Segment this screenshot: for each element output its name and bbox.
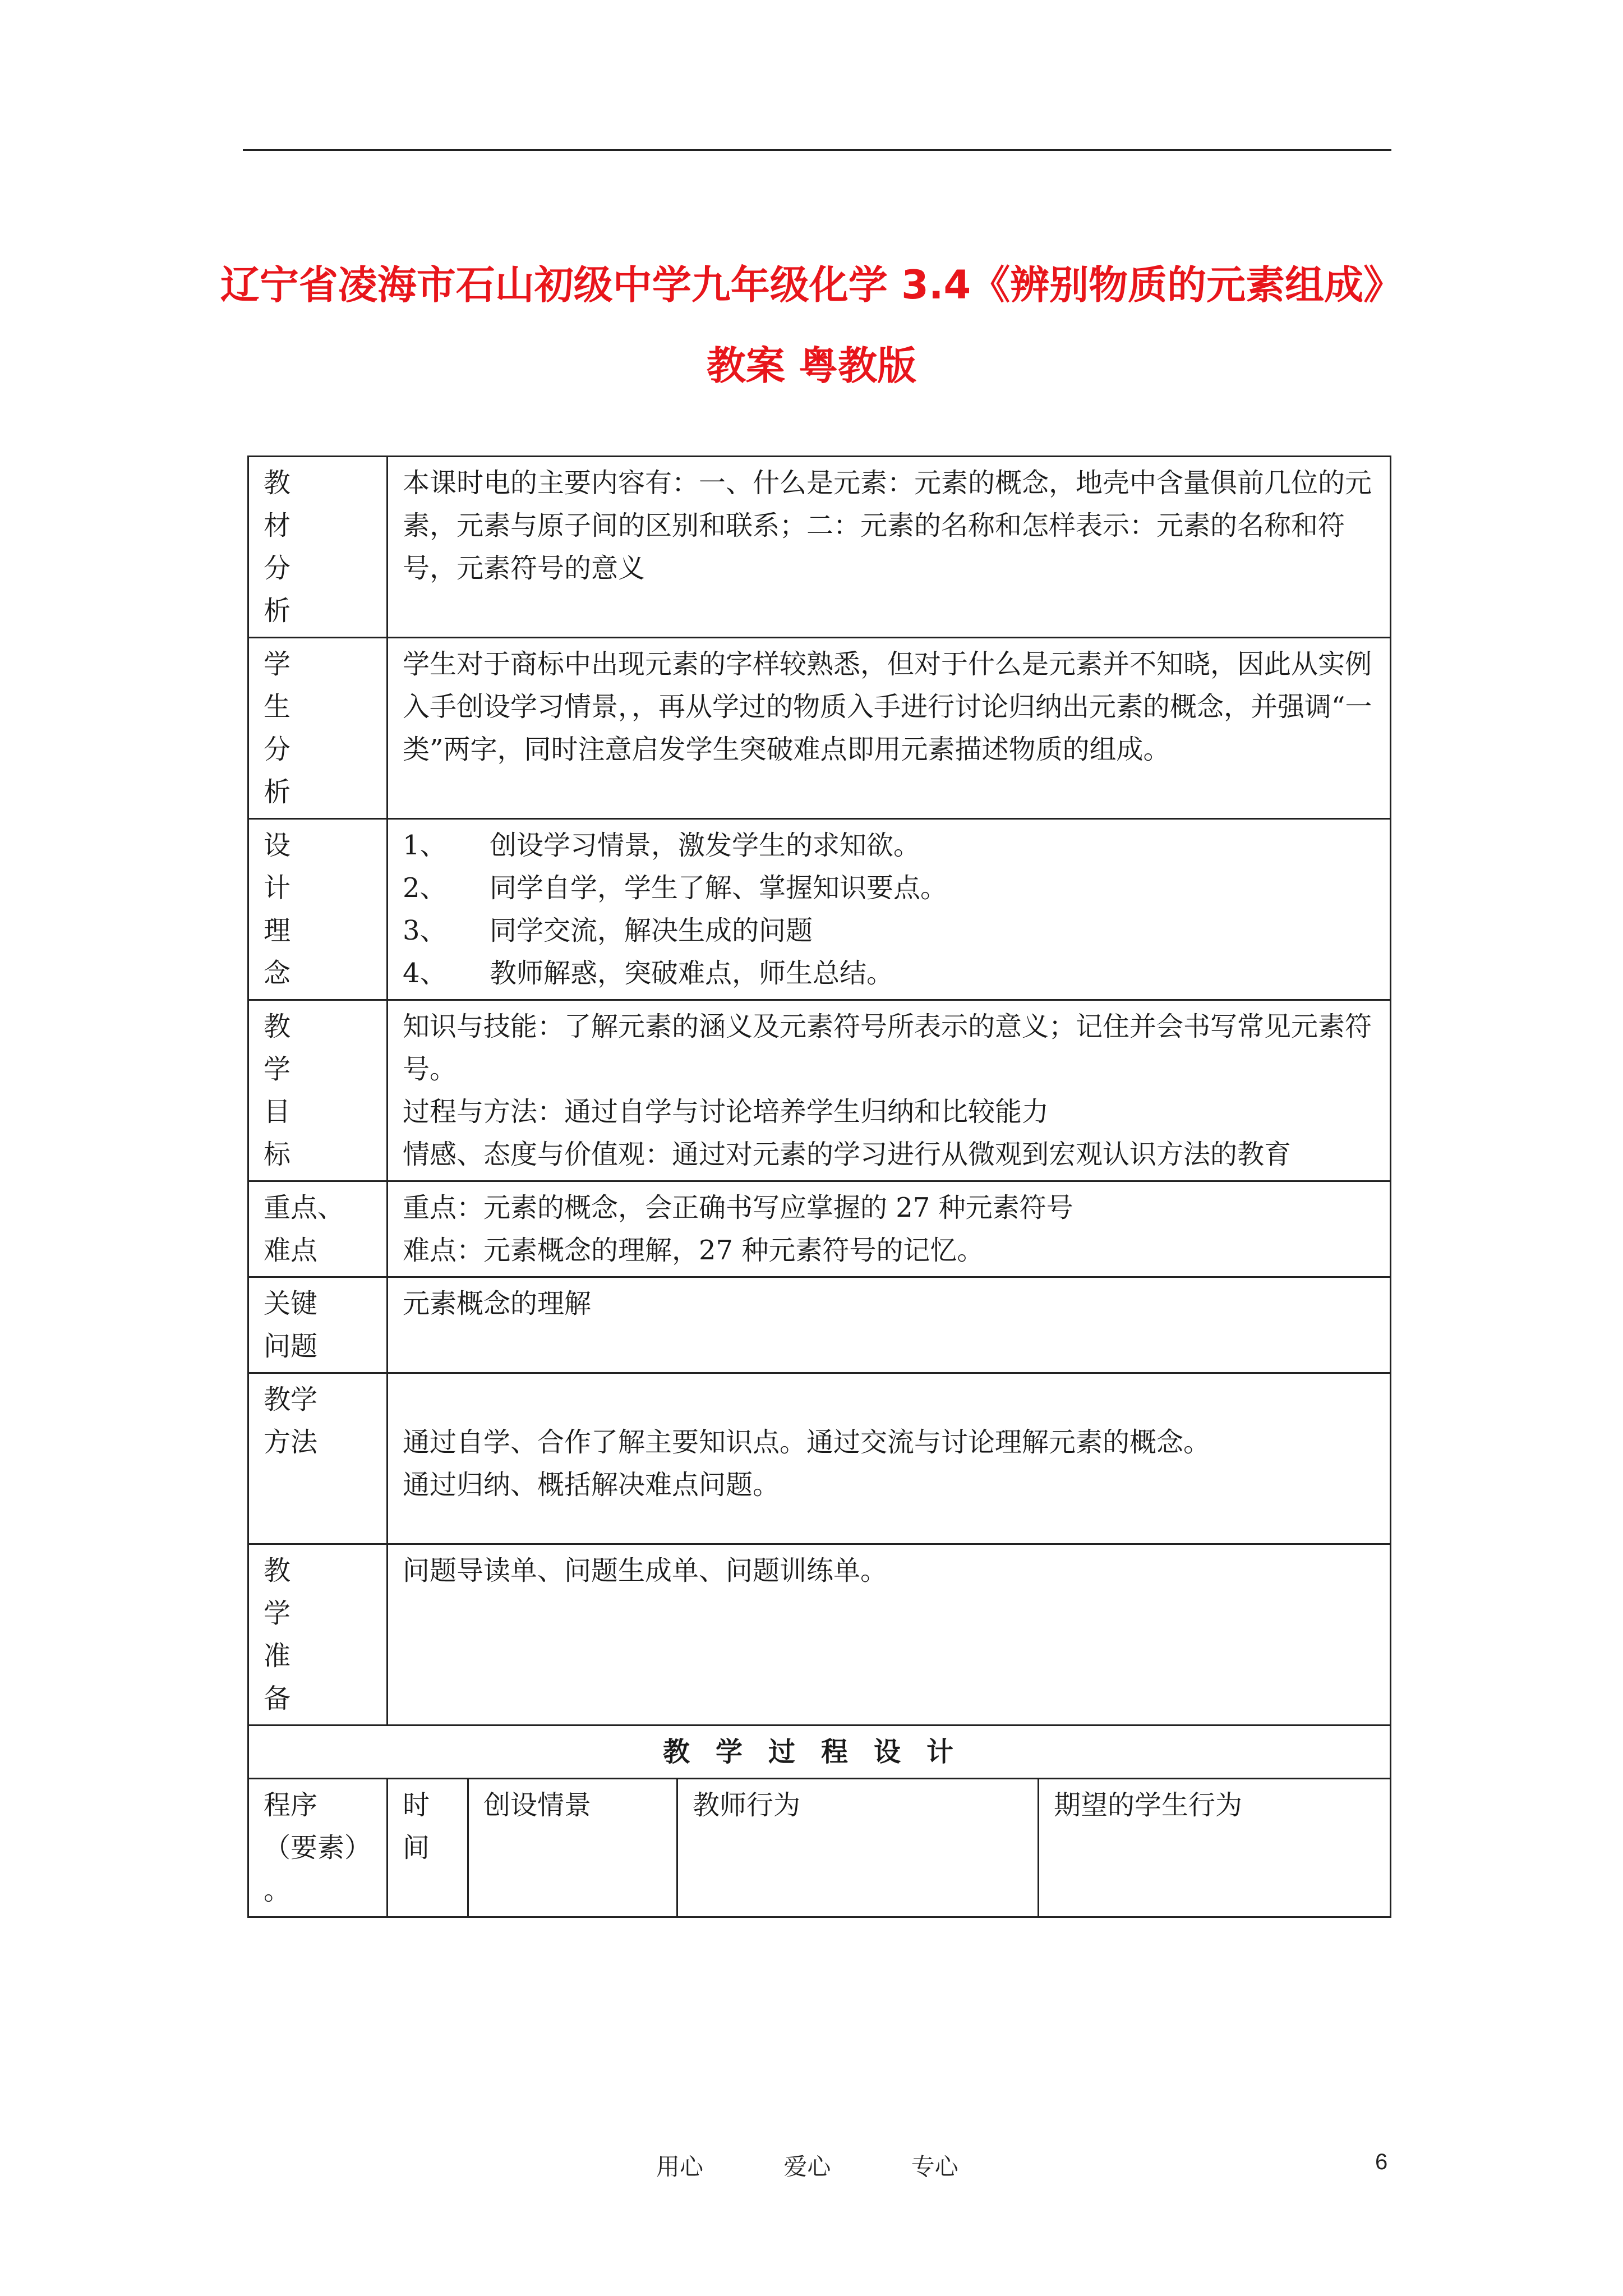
row-label-goals: 教 学 目 标 bbox=[248, 1000, 388, 1181]
col-time: 时 间 bbox=[388, 1779, 468, 1917]
table-row bbox=[248, 1373, 1391, 1544]
row-label-prep: 教 学 准 备 bbox=[248, 1544, 388, 1726]
student-analysis-text: 学生对于商标中出现元素的字样较熟悉，但对于什么是元素并不知晓，因此从实例入手创设学习情景，，再从学过的物质入手进行讨论归纳出元素的概念，并强调“一类”两字，同时注意启发学生突破难点即用元素描述物质的组成。 bbox=[388, 638, 1391, 819]
row-label-design: 设 计 理 念 bbox=[248, 819, 388, 1000]
focus-difficulty bbox=[388, 1181, 1391, 1277]
difficulty-line: 难点：元素概念的理解，27 种元素符号的记忆。 bbox=[403, 1235, 984, 1266]
material-analysis-text: 本课时电的主要内容有：一、什么是元素：元素的概念，地壳中含量俱前几位的元素，元素与原子间的区别和联系；二：元素的名称和怎样表示：元素的名称和符号，元素符号的意义 bbox=[388, 457, 1391, 638]
table-row bbox=[248, 1544, 1391, 1726]
list-item: 2、 同学自学，学生了解、掌握知识要点。 bbox=[403, 872, 948, 904]
table-row bbox=[248, 457, 1391, 638]
method-line: 通过自学、合作了解主要知识点。通过交流与讨论理解元素的概念。 bbox=[403, 1427, 1211, 1458]
document-title-line-2: 教案 粤教版 bbox=[706, 343, 917, 389]
table-row bbox=[248, 1726, 1391, 1779]
table-row bbox=[248, 1277, 1391, 1373]
page-footer: 用心 爱心 专心 bbox=[656, 2153, 958, 2180]
goal-knowledge: 知识与技能：了解元素的涵义及元素符号所表示的意义；记住并会书写常见元素符号。 bbox=[403, 1011, 1372, 1085]
page-number: 6 bbox=[1375, 2150, 1388, 2174]
table-row bbox=[248, 819, 1391, 1000]
table-row bbox=[248, 1779, 1391, 1917]
method-line: 通过归纳、概括解决难点问题。 bbox=[403, 1469, 780, 1501]
header-rule bbox=[243, 149, 1391, 151]
focus-line: 重点：元素的概念，会正确书写应掌握的 27 种元素符号 bbox=[403, 1192, 1073, 1223]
col-order: 程序 （要素） 。 bbox=[248, 1779, 388, 1917]
design-concept-list bbox=[388, 819, 1391, 1000]
process-design-header: 教学过程设计 bbox=[248, 1726, 1391, 1779]
col-scene: 创设情景 bbox=[468, 1779, 677, 1917]
goal-attitude: 情感、态度与价值观：通过对元素的学习进行从微观到宏观认识方法的教育 bbox=[403, 1139, 1292, 1170]
table-row bbox=[248, 1000, 1391, 1181]
teaching-prep-text: 问题导读单、问题生成单、问题训练单。 bbox=[388, 1544, 1391, 1726]
row-label-material: 教 材 分 析 bbox=[248, 457, 388, 638]
table-row bbox=[248, 1181, 1391, 1277]
list-item: 1、 创设学习情景，激发学生的求知欲。 bbox=[403, 830, 921, 861]
teaching-method bbox=[388, 1373, 1391, 1544]
goal-process: 过程与方法：通过自学与讨论培养学生归纳和比较能力 bbox=[403, 1096, 1049, 1128]
col-student: 期望的学生行为 bbox=[1039, 1779, 1391, 1917]
row-label-method: 教学 方法 bbox=[248, 1373, 388, 1544]
table-row bbox=[248, 638, 1391, 819]
row-label-key: 关键 问题 bbox=[248, 1277, 388, 1373]
row-label-student: 学 生 分 析 bbox=[248, 638, 388, 819]
row-label-focus: 重点、 难点 bbox=[248, 1181, 388, 1277]
col-teacher: 教师行为 bbox=[677, 1779, 1039, 1917]
lesson-plan-table bbox=[247, 455, 1391, 1918]
document-title-line-1: 辽宁省凌海市石山初级中学九年级化学 3.4《辨别物质的元素组成》 bbox=[220, 262, 1403, 308]
key-question-text: 元素概念的理解 bbox=[388, 1277, 1391, 1373]
list-item: 3、 同学交流，解决生成的问题 bbox=[403, 915, 813, 946]
teaching-goals bbox=[388, 1000, 1391, 1181]
list-item: 4、 教师解惑，突破难点，师生总结。 bbox=[403, 958, 894, 989]
